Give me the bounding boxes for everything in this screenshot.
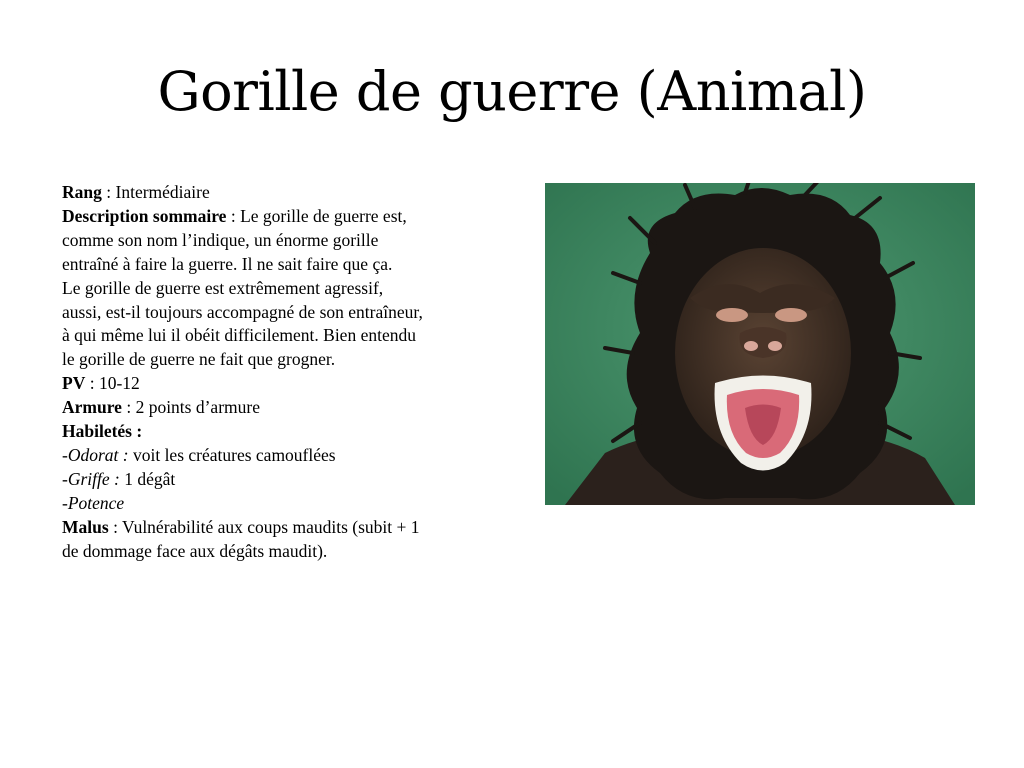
armor-label: Armure — [62, 397, 122, 418]
armor-line — [62, 396, 502, 420]
skill-dash: - — [62, 492, 68, 513]
skills-heading — [62, 420, 502, 444]
skill-value: voit les créatures camouflées — [128, 444, 336, 465]
description-text: Le gorille de guerre est, — [240, 205, 407, 226]
skill-name: Potence — [67, 492, 125, 513]
malus-text: de dommage face aux dégâts maudit). — [62, 540, 328, 561]
malus-separator: : — [108, 516, 122, 537]
description-label: Description sommaire — [62, 205, 227, 226]
malus-line — [62, 516, 502, 540]
description-text: Le gorille de guerre est extrêmement agressif, — [62, 277, 384, 298]
rank-value: Intermédiaire — [115, 182, 210, 202]
skill-dash: - — [62, 468, 68, 489]
pv-separator: : — [85, 373, 99, 394]
malus-label: Malus — [62, 516, 109, 537]
description-separator: : — [226, 205, 241, 226]
description-text: entraîné à faire la guerre. Il ne sait faire que ça. — [62, 253, 393, 274]
pv-line — [62, 372, 502, 396]
skill-item — [62, 444, 502, 468]
description-text: comme son nom l’indique, un énorme gorille — [62, 229, 379, 250]
description-text: le gorille de guerre ne fait que grogner. — [62, 349, 336, 370]
skill-dash: - — [62, 444, 68, 465]
armor-separator: : — [121, 397, 136, 418]
skills-label: Habiletés : — [62, 421, 143, 442]
slide-title: Gorille de guerre (Animal) — [157, 60, 867, 123]
gorilla-mask-photo — [545, 183, 975, 505]
right-eye — [775, 308, 807, 322]
rank-line — [62, 181, 502, 205]
left-eye — [716, 308, 748, 322]
rank-separator: : — [101, 182, 116, 202]
skill-name: Griffe : — [67, 468, 120, 489]
description-text: à qui même lui il obéit difficilement. Bien entendu — [62, 325, 416, 346]
malus-text: Vulnérabilité aux coups maudits (subit + 1 — [121, 516, 420, 537]
skill-value: 1 dégât — [119, 468, 176, 489]
description-line — [62, 205, 502, 229]
description-text: aussi, est-il toujours accompagné de son entraîneur, — [62, 301, 423, 322]
skill-item — [62, 468, 502, 492]
pv-value: 10-12 — [98, 373, 140, 394]
left-nostril — [744, 341, 758, 351]
skill-item — [62, 492, 502, 516]
pv-label: PV — [62, 373, 86, 394]
right-nostril — [768, 341, 782, 351]
armor-value: 2 points d’armure — [135, 397, 260, 418]
skill-name: Odorat : — [67, 444, 129, 465]
gorilla-mask-illustration — [545, 183, 975, 505]
creature-description — [62, 181, 502, 564]
rank-label: Rang — [62, 182, 102, 202]
